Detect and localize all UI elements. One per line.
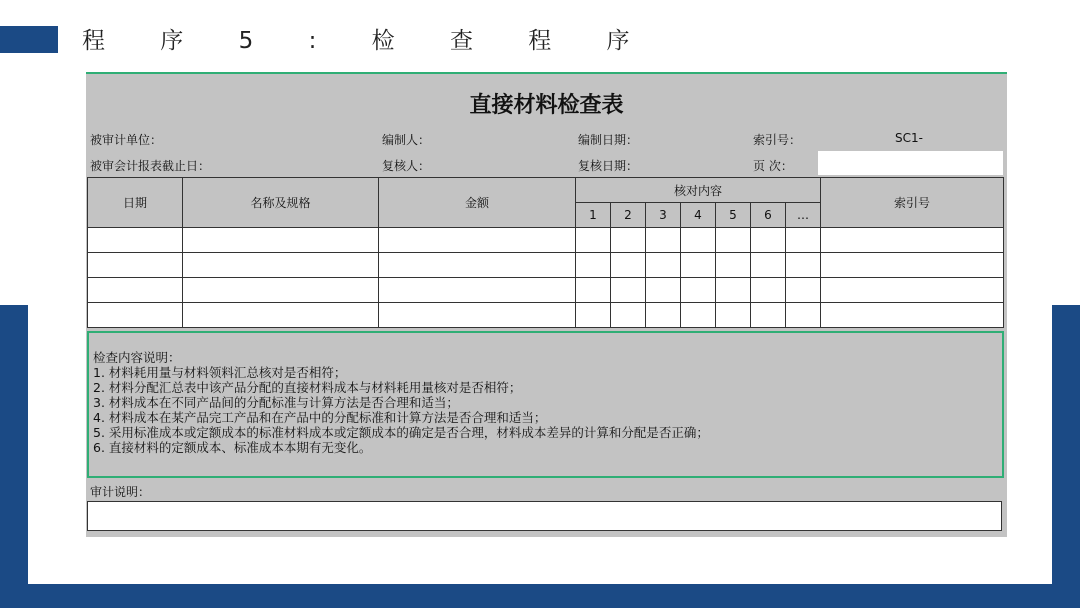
direct-material-check-sheet xyxy=(86,72,1007,537)
prep-date-label: 编制日期： xyxy=(578,133,639,147)
table-cell[interactable] xyxy=(611,253,646,278)
table-cell[interactable] xyxy=(681,278,716,303)
table-cell[interactable] xyxy=(751,228,786,253)
table-cell[interactable] xyxy=(716,303,751,328)
table-cell[interactable] xyxy=(183,228,379,253)
table-cell[interactable] xyxy=(88,303,183,328)
table-cell[interactable] xyxy=(88,228,183,253)
table-cell[interactable] xyxy=(576,228,611,253)
header-name-spec: 名称及规格 xyxy=(183,178,379,228)
table-cell[interactable] xyxy=(821,303,1004,328)
table-cell[interactable] xyxy=(183,278,379,303)
table-cell[interactable] xyxy=(751,303,786,328)
frame-bottom-bar xyxy=(0,584,1080,608)
table-cell[interactable] xyxy=(681,253,716,278)
table-cell[interactable] xyxy=(379,278,576,303)
table-cell[interactable] xyxy=(681,228,716,253)
table-cell[interactable] xyxy=(646,278,681,303)
table-cell[interactable] xyxy=(379,253,576,278)
table-cell[interactable] xyxy=(821,228,1004,253)
table-cell[interactable] xyxy=(611,303,646,328)
reviewer-label: 复核人： xyxy=(382,159,431,173)
table-row xyxy=(88,303,1004,328)
index-no-value: SC1- xyxy=(895,131,923,145)
notes-item: 1. 材料耗用量与材料领料汇总核对是否相符； xyxy=(93,365,347,380)
sheet-top-border xyxy=(86,72,1007,74)
table-cell[interactable] xyxy=(611,278,646,303)
material-check-table xyxy=(87,177,1004,328)
table-cell[interactable] xyxy=(646,228,681,253)
table-cell[interactable] xyxy=(716,228,751,253)
table-cell[interactable] xyxy=(786,278,821,303)
notes-item: 3. 材料成本在不同产品间的分配标准与计算方法是否合理和适当； xyxy=(93,395,459,410)
table-row xyxy=(88,278,1004,303)
table-cell[interactable] xyxy=(379,303,576,328)
check-col-6: 6 xyxy=(751,203,786,228)
check-col-5: 5 xyxy=(716,203,751,228)
table-cell[interactable] xyxy=(786,228,821,253)
table-cell[interactable] xyxy=(646,253,681,278)
audit-notes-label: 审计说明： xyxy=(90,485,151,499)
table-cell[interactable] xyxy=(821,253,1004,278)
notes-item: 6. 直接材料的定额成本、标准成本本期有无变化。 xyxy=(93,440,372,455)
page-label: 页 次： xyxy=(753,159,793,173)
check-col-4: 4 xyxy=(681,203,716,228)
table-cell[interactable] xyxy=(716,253,751,278)
slide-title: 程 序 5 : 检 查 程 序 xyxy=(82,28,654,54)
table-cell[interactable] xyxy=(786,253,821,278)
table-cell[interactable] xyxy=(88,278,183,303)
table-cell[interactable] xyxy=(646,303,681,328)
title-accent-bar xyxy=(0,26,58,53)
header-check-content: 核对内容 xyxy=(576,178,821,203)
notes-item: 4. 材料成本在某产品完工产品和在产品中的分配标准和计算方法是否合理和适当； xyxy=(93,410,547,425)
preparer-label: 编制人： xyxy=(382,133,431,147)
audit-notes-cell[interactable] xyxy=(87,501,1002,531)
header-index: 索引号 xyxy=(821,178,1004,228)
table-cell[interactable] xyxy=(88,253,183,278)
table-cell[interactable] xyxy=(786,303,821,328)
table-cell[interactable] xyxy=(379,228,576,253)
notes-item: 5. 采用标准成本或定额成本的标准材料成本或定额成本的确定是否合理，材料成本差异的计算和分配是否正确； xyxy=(93,425,709,440)
table-row xyxy=(88,253,1004,278)
check-col-more: … xyxy=(786,203,821,228)
index-no-label: 索引号： xyxy=(753,133,802,147)
frame-right-bar xyxy=(1052,305,1080,608)
notes-item: 2. 材料分配汇总表中该产品分配的直接材料成本与材料耗用量核对是否相符； xyxy=(93,380,522,395)
page-number-cell[interactable] xyxy=(818,151,1003,175)
table-cell[interactable] xyxy=(821,278,1004,303)
table-cell[interactable] xyxy=(751,278,786,303)
table-cell[interactable] xyxy=(681,303,716,328)
table-row xyxy=(88,228,1004,253)
header-date: 日期 xyxy=(88,178,183,228)
table-cell[interactable] xyxy=(576,303,611,328)
table-cell[interactable] xyxy=(183,253,379,278)
table-cell[interactable] xyxy=(611,228,646,253)
check-col-3: 3 xyxy=(646,203,681,228)
table-cell[interactable] xyxy=(183,303,379,328)
cutoff-date-label: 被审会计报表截止日： xyxy=(90,159,211,173)
check-col-2: 2 xyxy=(611,203,646,228)
check-col-1: 1 xyxy=(576,203,611,228)
table-cell[interactable] xyxy=(576,253,611,278)
table-cell[interactable] xyxy=(576,278,611,303)
audited-unit-label: 被审计单位： xyxy=(90,133,163,147)
review-date-label: 复核日期： xyxy=(578,159,639,173)
table-cell[interactable] xyxy=(751,253,786,278)
frame-left-bar xyxy=(0,305,28,608)
notes-heading: 检查内容说明： xyxy=(93,350,181,365)
header-amount: 金额 xyxy=(379,178,576,228)
sheet-title: 直接材料检查表 xyxy=(469,93,624,118)
check-content-notes xyxy=(87,331,1004,478)
table-cell[interactable] xyxy=(716,278,751,303)
